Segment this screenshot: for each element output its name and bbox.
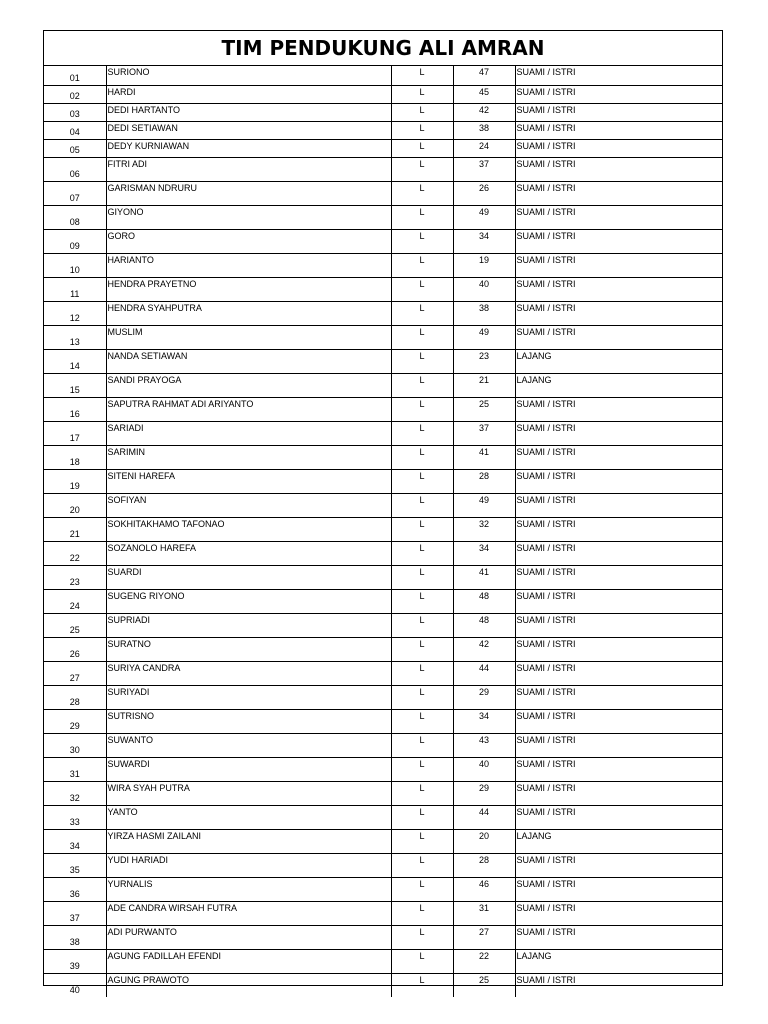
status-cell: SUAMI / ISTRI: [515, 541, 722, 565]
status-cell: SUAMI / ISTRI: [515, 397, 722, 421]
name-cell: SAPUTRA RAHMAT ADI ARIYANTO: [106, 397, 391, 421]
gender-cell: L: [391, 229, 453, 253]
row-number: 12: [44, 301, 106, 325]
age-cell: 20: [453, 829, 515, 853]
status-cell: SUAMI / ISTRI: [515, 325, 722, 349]
gender-cell: L: [391, 301, 453, 325]
table-row: [44, 139, 722, 157]
age-cell: 37: [453, 421, 515, 445]
supporter-table-body: [44, 66, 722, 997]
age-cell: 41: [453, 445, 515, 469]
row-number: 28: [44, 685, 106, 709]
status-cell: SUAMI / ISTRI: [515, 709, 722, 733]
name-cell: SUGENG RIYONO: [106, 589, 391, 613]
name-cell: MUSLIM: [106, 325, 391, 349]
status-cell: SUAMI / ISTRI: [515, 973, 722, 997]
table-row: [44, 925, 722, 949]
name-cell: GARISMAN NDRURU: [106, 181, 391, 205]
age-cell: 26: [453, 181, 515, 205]
gender-cell: L: [391, 733, 453, 757]
row-number: 29: [44, 709, 106, 733]
name-cell: SUARDI: [106, 565, 391, 589]
table-row: [44, 121, 722, 139]
name-cell: SARIMIN: [106, 445, 391, 469]
gender-cell: L: [391, 901, 453, 925]
age-cell: 48: [453, 613, 515, 637]
status-cell: SUAMI / ISTRI: [515, 157, 722, 181]
table-row: [44, 541, 722, 565]
row-number: 31: [44, 757, 106, 781]
age-cell: 47: [453, 66, 515, 85]
name-cell: SUWARDI: [106, 757, 391, 781]
row-number: 05: [44, 139, 106, 157]
gender-cell: L: [391, 613, 453, 637]
age-cell: 23: [453, 349, 515, 373]
name-cell: GORO: [106, 229, 391, 253]
age-cell: 44: [453, 805, 515, 829]
age-cell: 28: [453, 853, 515, 877]
row-number: 34: [44, 829, 106, 853]
row-number: 14: [44, 349, 106, 373]
status-cell: SUAMI / ISTRI: [515, 733, 722, 757]
age-cell: 38: [453, 301, 515, 325]
table-row: [44, 373, 722, 397]
row-number: 20: [44, 493, 106, 517]
age-cell: 42: [453, 103, 515, 121]
gender-cell: L: [391, 589, 453, 613]
age-cell: 25: [453, 973, 515, 997]
age-cell: 45: [453, 85, 515, 103]
age-cell: 41: [453, 565, 515, 589]
table-row: [44, 949, 722, 973]
row-number: 11: [44, 277, 106, 301]
age-cell: 43: [453, 733, 515, 757]
row-number: 38: [44, 925, 106, 949]
gender-cell: L: [391, 853, 453, 877]
age-cell: 24: [453, 139, 515, 157]
supporter-list-sheet: [43, 30, 723, 995]
gender-cell: L: [391, 709, 453, 733]
name-cell: HARIANTO: [106, 253, 391, 277]
gender-cell: L: [391, 325, 453, 349]
gender-cell: L: [391, 565, 453, 589]
status-cell: SUAMI / ISTRI: [515, 421, 722, 445]
age-cell: 19: [453, 253, 515, 277]
age-cell: 28: [453, 469, 515, 493]
row-number: 35: [44, 853, 106, 877]
age-cell: 44: [453, 661, 515, 685]
name-cell: SUWANTO: [106, 733, 391, 757]
name-cell: SURIONO: [106, 66, 391, 85]
age-cell: 49: [453, 205, 515, 229]
name-cell: DEDI SETIAWAN: [106, 121, 391, 139]
row-number: 40: [69, 985, 80, 995]
status-cell: LAJANG: [515, 829, 722, 853]
table-row: [44, 589, 722, 613]
table-row: [44, 397, 722, 421]
sheet-title: TIM PENDUKUNG ALI AMRAN: [44, 31, 722, 66]
age-cell: 49: [453, 493, 515, 517]
status-cell: SUAMI / ISTRI: [515, 301, 722, 325]
age-cell: 40: [453, 757, 515, 781]
status-cell: SUAMI / ISTRI: [515, 589, 722, 613]
name-cell: SURATNO: [106, 637, 391, 661]
table-row: [44, 637, 722, 661]
table-row: [44, 661, 722, 685]
row-number: 07: [44, 181, 106, 205]
age-cell: 34: [453, 229, 515, 253]
row-number: 17: [44, 421, 106, 445]
gender-cell: L: [391, 685, 453, 709]
gender-cell: L: [391, 493, 453, 517]
gender-cell: L: [391, 445, 453, 469]
gender-cell: L: [391, 877, 453, 901]
age-cell: 46: [453, 877, 515, 901]
gender-cell: L: [391, 253, 453, 277]
status-cell: SUAMI / ISTRI: [515, 66, 722, 85]
name-cell: YURNALIS: [106, 877, 391, 901]
table-row: [44, 253, 722, 277]
name-cell: SARIADI: [106, 421, 391, 445]
name-cell: SURIYA CANDRA: [106, 661, 391, 685]
row-number: 22: [44, 541, 106, 565]
table-row: [44, 685, 722, 709]
name-cell: WIRA SYAH PUTRA: [106, 781, 391, 805]
gender-cell: L: [391, 805, 453, 829]
row-number: 04: [44, 121, 106, 139]
status-cell: LAJANG: [515, 949, 722, 973]
status-cell: SUAMI / ISTRI: [515, 757, 722, 781]
name-cell: SURIYADI: [106, 685, 391, 709]
gender-cell: L: [391, 66, 453, 85]
gender-cell: L: [391, 517, 453, 541]
status-cell: SUAMI / ISTRI: [515, 925, 722, 949]
status-cell: SUAMI / ISTRI: [515, 121, 722, 139]
status-cell: SUAMI / ISTRI: [515, 181, 722, 205]
gender-cell: L: [391, 829, 453, 853]
supporter-table: [44, 66, 722, 997]
name-cell: FITRI ADI: [106, 157, 391, 181]
status-cell: LAJANG: [515, 349, 722, 373]
status-cell: SUAMI / ISTRI: [515, 637, 722, 661]
table-row: [44, 493, 722, 517]
age-cell: 42: [453, 637, 515, 661]
table-row: [44, 805, 722, 829]
status-cell: SUAMI / ISTRI: [515, 661, 722, 685]
name-cell: HENDRA SYAHPUTRA: [106, 301, 391, 325]
gender-cell: L: [391, 103, 453, 121]
table-row: [44, 445, 722, 469]
gender-cell: L: [391, 973, 453, 997]
name-cell: AGUNG PRAWOTO: [106, 973, 391, 997]
status-cell: SUAMI / ISTRI: [515, 853, 722, 877]
row-number: 26: [44, 637, 106, 661]
age-cell: 21: [453, 373, 515, 397]
row-number: 06: [44, 157, 106, 181]
gender-cell: L: [391, 139, 453, 157]
name-cell: SOFIYAN: [106, 493, 391, 517]
table-row: [44, 66, 722, 85]
row-number: 27: [44, 661, 106, 685]
row-number: 09: [44, 229, 106, 253]
age-cell: 34: [453, 709, 515, 733]
status-cell: SUAMI / ISTRI: [515, 685, 722, 709]
table-row: [44, 157, 722, 181]
row-number: 24: [44, 589, 106, 613]
gender-cell: L: [391, 469, 453, 493]
row-number: 08: [44, 205, 106, 229]
table-row: [44, 973, 722, 997]
row-number: 32: [44, 781, 106, 805]
row-number: 02: [44, 85, 106, 103]
gender-cell: L: [391, 397, 453, 421]
status-cell: SUAMI / ISTRI: [515, 613, 722, 637]
status-cell: SUAMI / ISTRI: [515, 253, 722, 277]
age-cell: 38: [453, 121, 515, 139]
status-cell: SUAMI / ISTRI: [515, 103, 722, 121]
table-row: [44, 181, 722, 205]
age-cell: 49: [453, 325, 515, 349]
row-number: 37: [44, 901, 106, 925]
name-cell: ADE CANDRA WIRSAH FUTRA: [106, 901, 391, 925]
gender-cell: L: [391, 421, 453, 445]
name-cell: ADI PURWANTO: [106, 925, 391, 949]
name-cell: SOKHITAKHAMO TAFONAO: [106, 517, 391, 541]
status-cell: SUAMI / ISTRI: [515, 493, 722, 517]
row-number: 25: [44, 613, 106, 637]
status-cell: SUAMI / ISTRI: [515, 139, 722, 157]
table-row: [44, 709, 722, 733]
age-cell: 32: [453, 517, 515, 541]
table-row: [44, 277, 722, 301]
name-cell: SOZANOLO HAREFA: [106, 541, 391, 565]
status-cell: SUAMI / ISTRI: [515, 517, 722, 541]
status-cell: LAJANG: [515, 373, 722, 397]
gender-cell: L: [391, 85, 453, 103]
age-cell: 34: [453, 541, 515, 565]
name-cell: DEDY KURNIAWAN: [106, 139, 391, 157]
name-cell: SANDI PRAYOGA: [106, 373, 391, 397]
name-cell: YANTO: [106, 805, 391, 829]
row-number: 15: [44, 373, 106, 397]
status-cell: SUAMI / ISTRI: [515, 877, 722, 901]
row-number: 30: [44, 733, 106, 757]
gender-cell: L: [391, 661, 453, 685]
name-cell: HENDRA PRAYETNO: [106, 277, 391, 301]
table-row: [44, 829, 722, 853]
gender-cell: L: [391, 949, 453, 973]
age-cell: 27: [453, 925, 515, 949]
table-row: [44, 613, 722, 637]
gender-cell: L: [391, 373, 453, 397]
table-row: [44, 565, 722, 589]
gender-cell: L: [391, 157, 453, 181]
table-row: [44, 301, 722, 325]
row-number: 19: [44, 469, 106, 493]
gender-cell: L: [391, 121, 453, 139]
table-row: [44, 853, 722, 877]
table-row: [44, 517, 722, 541]
status-cell: SUAMI / ISTRI: [515, 781, 722, 805]
table-row: [44, 325, 722, 349]
table-row: [44, 85, 722, 103]
gender-cell: L: [391, 637, 453, 661]
row-number: 36: [44, 877, 106, 901]
status-cell: SUAMI / ISTRI: [515, 805, 722, 829]
table-row: [44, 205, 722, 229]
table-row: [44, 229, 722, 253]
row-number: 01: [44, 66, 106, 85]
row-number: 10: [44, 253, 106, 277]
status-cell: SUAMI / ISTRI: [515, 445, 722, 469]
name-cell: YIRZA HASMI ZAILANI: [106, 829, 391, 853]
name-cell: AGUNG FADILLAH EFENDI: [106, 949, 391, 973]
gender-cell: L: [391, 181, 453, 205]
row-number: 16: [44, 397, 106, 421]
row-number: 23: [44, 565, 106, 589]
gender-cell: L: [391, 349, 453, 373]
table-row: [44, 349, 722, 373]
row-number: 18: [44, 445, 106, 469]
table-row: [44, 877, 722, 901]
name-cell: YUDI HARIADI: [106, 853, 391, 877]
age-cell: 22: [453, 949, 515, 973]
status-cell: SUAMI / ISTRI: [515, 229, 722, 253]
status-cell: SUAMI / ISTRI: [515, 469, 722, 493]
status-cell: SUAMI / ISTRI: [515, 85, 722, 103]
row-number: 33: [44, 805, 106, 829]
table-row: [44, 469, 722, 493]
age-cell: 37: [453, 157, 515, 181]
gender-cell: L: [391, 541, 453, 565]
row-number: 13: [44, 325, 106, 349]
name-cell: SITENI HAREFA: [106, 469, 391, 493]
name-cell: SUPRIADI: [106, 613, 391, 637]
table-row: [44, 757, 722, 781]
name-cell: GIYONO: [106, 205, 391, 229]
table-row: [44, 421, 722, 445]
status-cell: SUAMI / ISTRI: [515, 277, 722, 301]
gender-cell: L: [391, 925, 453, 949]
gender-cell: L: [391, 757, 453, 781]
table-row: [44, 103, 722, 121]
age-cell: 48: [453, 589, 515, 613]
age-cell: 40: [453, 277, 515, 301]
table-row: [44, 901, 722, 925]
gender-cell: L: [391, 277, 453, 301]
row-number: 03: [44, 103, 106, 121]
gender-cell: L: [391, 781, 453, 805]
table-row: [44, 733, 722, 757]
name-cell: NANDA SETIAWAN: [106, 349, 391, 373]
table-row: [44, 781, 722, 805]
gender-cell: L: [391, 205, 453, 229]
name-cell: DEDI HARTANTO: [106, 103, 391, 121]
row-number: 39: [44, 949, 106, 973]
status-cell: SUAMI / ISTRI: [515, 565, 722, 589]
name-cell: HARDI: [106, 85, 391, 103]
name-cell: SUTRISNO: [106, 709, 391, 733]
age-cell: 29: [453, 781, 515, 805]
status-cell: SUAMI / ISTRI: [515, 901, 722, 925]
age-cell: 29: [453, 685, 515, 709]
status-cell: SUAMI / ISTRI: [515, 205, 722, 229]
age-cell: 31: [453, 901, 515, 925]
row-number: 21: [44, 517, 106, 541]
age-cell: 25: [453, 397, 515, 421]
